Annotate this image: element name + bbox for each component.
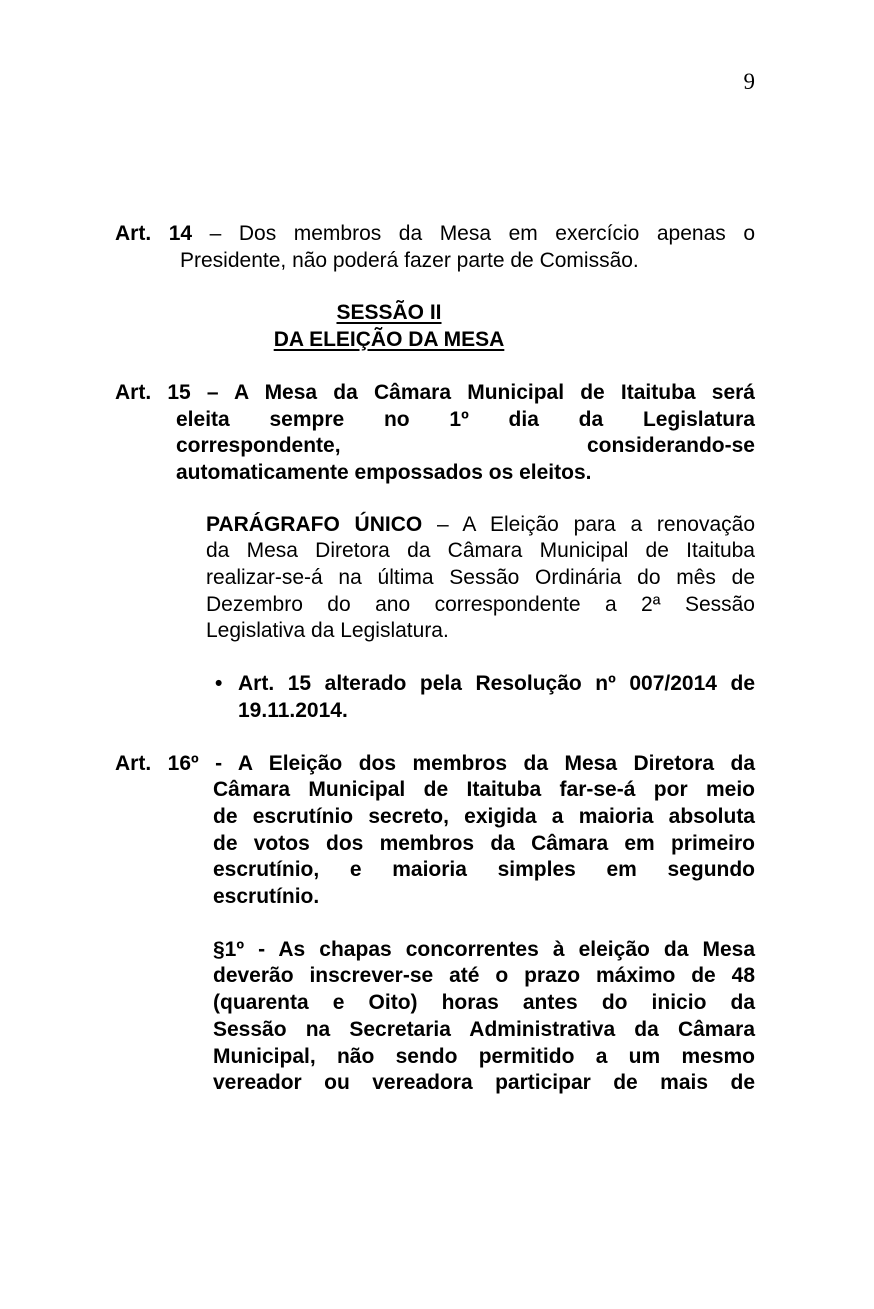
text-line: da Mesa Diretora da Câmara Municipal de Itaituba [206,539,755,563]
text-line: §1º - As chapas concorrentes à eleição da Mesa [213,937,755,961]
text-line [206,512,755,539]
article-16-text: - A Eleição dos membros da Mesa Diretora da [215,751,755,775]
text-line: escrutínio, e maioria simples em segundo [213,858,755,882]
text-line: Dezembro do ano correspondente a 2ª Sessão [206,592,755,616]
article-15 [115,380,755,487]
amendment-note-text: Art. 15 alterado pela Resolução nº 007/2014 de [238,672,755,696]
text-line: (quarenta e Oito) horas antes do inicio da [213,991,755,1015]
article-14-text: – Dos membros da Mesa em exercício apenas o [209,222,755,245]
text-line: vereador ou vereadora participar de mais de [213,1071,755,1095]
text-line: deverão inscrever-se até o prazo máximo de 48 [213,964,755,988]
text-line [115,380,755,407]
paragrafo-unico-label: PARÁGRAFO ÚNICO [206,512,423,536]
text-line: Sessão na Secretaria Administrativa da Câmara [213,1017,755,1041]
text-line: realizar-se-á na última Sessão Ordinária do mês de [206,566,755,590]
text-line: Municipal, não sendo permitido a um mesmo [213,1044,755,1068]
text-line [115,221,755,248]
article-15-text: – A Mesa da Câmara Municipal de Itaituba será [206,380,755,404]
text-line: de escrutínio secreto, exigida a maioria absoluta [213,804,755,828]
article-14 [115,221,755,274]
section-heading-subtitle: DA ELEIÇÃO DA MESA [273,328,505,352]
paragrafo-unico [115,512,755,646]
article-16-label: Art. 16º [115,751,199,775]
paragrafo-unico-text: – A Eleição para a renovação [437,512,755,536]
text-line: eleita sempre no 1º dia da Legislatura [176,407,755,431]
article-14-label: Art. 14 [115,222,193,245]
text-line: 19.11.2014. [238,698,348,722]
bullet-icon: • [215,672,223,696]
article-15-label: Art. 15 [115,380,191,404]
text-line: Câmara Municipal de Itaituba far-se-á por meio [213,778,755,802]
text-line: automaticamente empossados os eleitos. [176,460,592,484]
page-number: 9 [743,69,755,94]
document-page [0,68,874,1309]
section-heading-title: SESSÃO II [336,301,442,325]
text-line: correspondente, considerando-se [176,434,755,458]
text-line: Presidente, não poderá fazer parte de Comissão. [180,248,639,272]
paragraph-1 [115,937,755,1097]
text-line: escrutínio. [213,885,320,909]
text-line: de votos dos membros da Câmara em primeiro [213,831,755,855]
amendment-note [115,671,755,724]
article-16 [115,751,755,911]
text-line [115,751,755,778]
text-line [115,671,755,698]
section-heading [115,300,755,353]
text-line: Legislativa da Legislatura. [206,619,449,643]
